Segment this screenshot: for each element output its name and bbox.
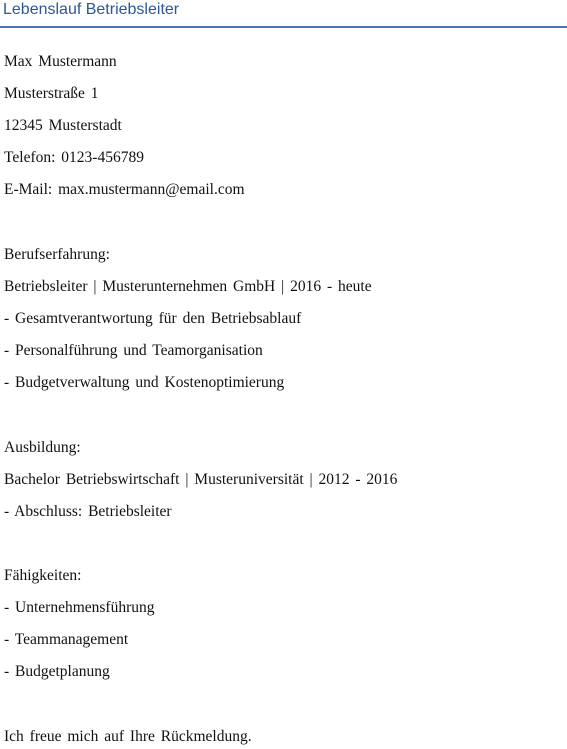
contact-city: 12345 Musterstadt [4, 117, 122, 134]
contact-street: Musterstraße 1 [4, 85, 99, 102]
contact-phone: Telefon: 0123-456789 [4, 149, 144, 166]
education-heading: Ausbildung: [4, 439, 81, 456]
experience-position: Betriebsleiter | Musterunternehmen GmbH | 2016 - heute [4, 278, 372, 295]
skills-bullet: - Budgetplanung [4, 663, 110, 680]
education-bullet: - Abschluss: Betriebsleiter [4, 503, 172, 520]
title-divider [0, 26, 567, 28]
skills-bullet: - Teammanagement [4, 631, 129, 648]
skills-heading: Fähigkeiten: [4, 567, 82, 584]
experience-bullet: - Personalführung und Teamorganisation [4, 342, 263, 359]
contact-name: Max Mustermann [4, 53, 117, 70]
experience-bullet: - Gesamtverantwortung für den Betriebsablauf [4, 310, 302, 327]
experience-heading: Berufserfahrung: [4, 246, 110, 263]
closing-text: Ich freue mich auf Ihre Rückmeldung. [4, 728, 252, 745]
contact-email: E-Mail: max.mustermann@email.com [4, 181, 245, 198]
education-degree: Bachelor Betriebswirtschaft | Musteruniversität | 2012 - 2016 [4, 471, 398, 488]
document-title: Lebenslauf Betriebsleiter [3, 1, 180, 18]
skills-bullet: - Unternehmensführung [4, 599, 155, 616]
experience-bullet: - Budgetverwaltung und Kostenoptimierung [4, 374, 285, 391]
